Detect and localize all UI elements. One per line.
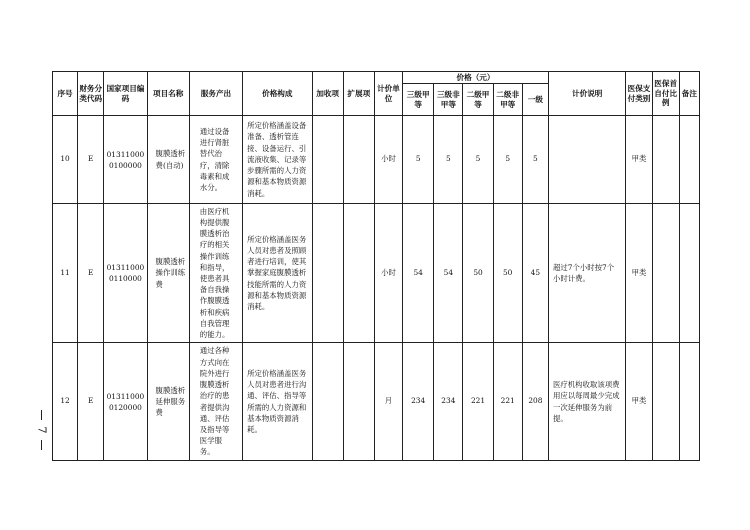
cell-price-3a: 5: [403, 116, 434, 204]
header-pricing-note: 计价说明: [548, 72, 625, 116]
cell-pricing-note: 超过7个小时按7个小时计费。: [548, 204, 625, 343]
cell-price-2a: 50: [463, 204, 493, 343]
cell-pricing-note: [548, 116, 625, 204]
table-row: [53, 343, 700, 461]
header-insurance-category: 医保支付类别: [626, 72, 652, 116]
cell-add-items: [312, 116, 343, 204]
cell-nat-code: 01311000 0110000: [104, 204, 147, 343]
header-row-top: [53, 72, 700, 84]
cell-seq: 11: [53, 204, 78, 343]
header-unit: 计价单位: [374, 72, 402, 116]
cell-nat-code: 01311000 0100000: [104, 116, 147, 204]
header-ext-items: 扩展项: [343, 72, 374, 116]
cell-price-3-non-a: 234: [434, 343, 463, 461]
cell-add-items: [312, 343, 343, 461]
cell-price-composition: 所定价格涵盖设备准备、透析管连接、设备运行、引流液收集、记录等步骤所需的人力资源和基本物质资源消耗。: [243, 116, 312, 204]
cell-price-2a: 221: [463, 343, 493, 461]
page-number-marker: [34, 410, 48, 450]
cell-service-output: 通过各种方式向在院外进行腹膜透析治疗的患者提供沟通、评估及指导等医学服务。: [189, 343, 242, 461]
cell-ext-items: [343, 343, 374, 461]
cell-insurance-category: 甲类: [626, 116, 652, 204]
cell-price-3-non-a: 54: [434, 204, 463, 343]
header-fin-code: 财务分类代码: [78, 72, 104, 116]
cell-seq: 10: [53, 116, 78, 204]
page-number: 7: [35, 426, 48, 434]
cell-price-1: 5: [522, 116, 548, 204]
cell-unit: 小时: [374, 116, 402, 204]
header-seq: 序号: [53, 72, 78, 116]
header-remarks: 备注: [679, 72, 699, 116]
cell-fin-code: E: [78, 204, 104, 343]
table-row: [53, 116, 700, 204]
header-nat-code: 国家项目编码: [104, 72, 147, 116]
cell-seq: 12: [53, 343, 78, 461]
cell-price-1: 208: [522, 343, 548, 461]
cell-price-composition: 所定价格涵盖医务人员对患者及照顾者进行培训，使其掌握家庭腹膜透析技能所需的人力资源和基本物质资源消耗。: [243, 204, 312, 343]
cell-unit: 小时: [374, 204, 402, 343]
header-price-tier-3a: 三级甲等: [403, 84, 434, 116]
cell-price-3-non-a: 5: [434, 116, 463, 204]
cell-ext-items: [343, 204, 374, 343]
cell-price-2-non-a: 221: [493, 343, 522, 461]
header-insurance-self-ratio: 医保首自付比例: [652, 72, 679, 116]
medical-fee-table: [52, 71, 700, 461]
cell-service-output: 通过设备进行肾脏替代治疗，清除毒素和成水分。: [189, 116, 242, 204]
header-price-tier-2a: 二级甲等: [463, 84, 493, 116]
cell-service-output: 由医疗机构提供腹膜透析治疗的相关操作训练和指导，使患者具备自我操作腹膜透析和疾病自我管理的能力。: [189, 204, 242, 343]
cell-item-name: 腹膜透析费(自动): [147, 116, 189, 204]
cell-price-2-non-a: 5: [493, 116, 522, 204]
cell-price-1: 45: [522, 204, 548, 343]
header-price-tier-3-non-a: 三级非甲等: [434, 84, 463, 116]
cell-insurance-self-ratio: [652, 204, 679, 343]
cell-remarks: [679, 204, 699, 343]
header-price-group: 价格（元）: [403, 72, 549, 84]
page-number-dash-bottom: [41, 440, 42, 450]
cell-insurance-category: 甲类: [626, 204, 652, 343]
header-service-output: 服务产出: [189, 72, 242, 116]
cell-fin-code: E: [78, 343, 104, 461]
cell-price-2a: 5: [463, 116, 493, 204]
cell-price-composition: 所定价格涵盖医务人员对患者进行沟通、评估、指导等所需的人力资源和基本物质资源消耗。: [243, 343, 312, 461]
header-price-composition: 价格构成: [243, 72, 312, 116]
page-number-dash-top: [41, 410, 42, 420]
cell-ext-items: [343, 116, 374, 204]
cell-price-2-non-a: 50: [493, 204, 522, 343]
cell-add-items: [312, 204, 343, 343]
cell-nat-code: 01311000 0120000: [104, 343, 147, 461]
cell-item-name: 腹膜透析操作训练费: [147, 204, 189, 343]
table-row: [53, 204, 700, 343]
cell-price-3a: 54: [403, 204, 434, 343]
cell-remarks: [679, 116, 699, 204]
cell-item-name: 腹膜透析延伸服务费: [147, 343, 189, 461]
header-add-items: 加收项: [312, 72, 343, 116]
cell-pricing-note: 医疗机构收取该项费用应以每周最少完成一次延伸服务为前提。: [548, 343, 625, 461]
cell-insurance-self-ratio: [652, 116, 679, 204]
cell-price-3a: 234: [403, 343, 434, 461]
header-price-tier-2-non-a: 二级非甲等: [493, 84, 522, 116]
header-price-tier-1: 一级: [522, 84, 548, 116]
cell-unit: 月: [374, 343, 402, 461]
cell-remarks: [679, 343, 699, 461]
cell-insurance-self-ratio: [652, 343, 679, 461]
cell-fin-code: E: [78, 116, 104, 204]
cell-insurance-category: 甲类: [626, 343, 652, 461]
header-item-name: 项目名称: [147, 72, 189, 116]
